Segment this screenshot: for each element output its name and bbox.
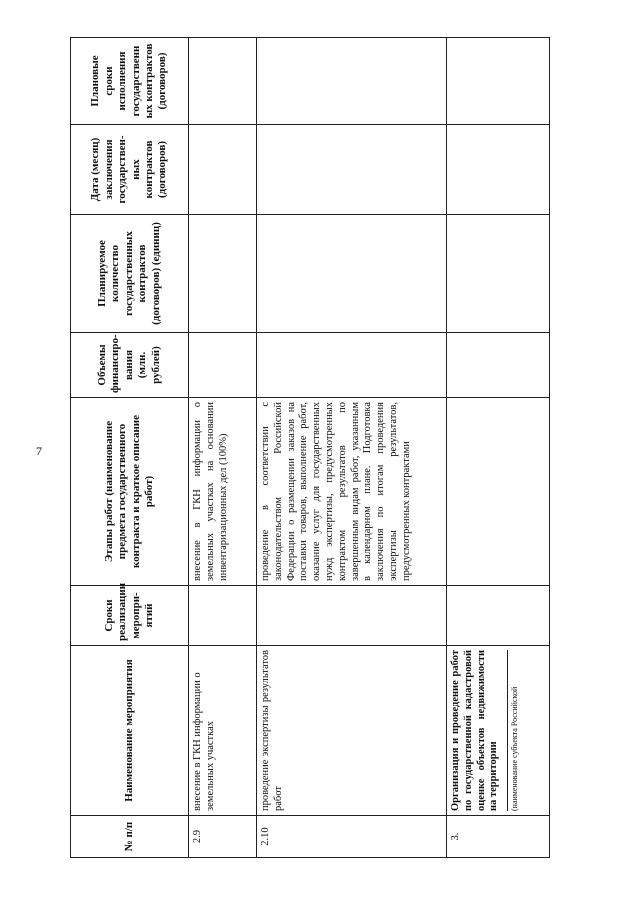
page-number: 7 — [36, 444, 42, 458]
row-terms — [189, 586, 257, 646]
row-number: 2.10 — [257, 816, 447, 858]
rotated-page-content — [70, 38, 550, 858]
table-row — [189, 38, 257, 858]
header-stages: Этапы работ (наименование предмета государственного контракта и краткое описание работ) — [71, 398, 189, 586]
row-event-name-cell — [447, 646, 550, 816]
row-financing — [257, 333, 447, 398]
contracts-table — [70, 37, 550, 858]
row-stage — [447, 398, 550, 586]
row-contract-count — [447, 215, 550, 333]
header-financing: Объемы финансиро-вания (млн. рублей) — [71, 333, 189, 398]
header-planned-terms: Плановые сроки исполнения государственн ых контрактов (договоров) — [71, 38, 189, 125]
row-contract-date — [257, 125, 447, 215]
header-contract-count: Планируемое количество государственных контрактов (договоров) (единиц) — [71, 215, 189, 333]
row-contract-date — [189, 125, 257, 215]
header-contract-date: Дата (месяц) заключения государствен-ных контрактов (договоров) — [71, 125, 189, 215]
header-number: № п/п — [71, 816, 189, 858]
row-terms — [447, 586, 550, 646]
row-terms — [257, 586, 447, 646]
header-terms: Сроки реализации меропри-ятий — [71, 586, 189, 646]
row-planned-terms — [189, 38, 257, 125]
row-event-name: внесение в ГКН информации о земельных участках — [189, 646, 257, 816]
row-number: 2.9 — [189, 816, 257, 858]
row-stage: проведение в соответствии с законодательством Российской Федерации о размещении заказов на поставки товаров, выполнение работ, оказание услуг для государственных нужд экспертизы, предусмотренных контрактом результатов по завершенным видам работ, указанным в календарном плане. Подготовка заключения по итогам проведения экспертизы результатов, предусмотренных контрактами — [257, 398, 447, 586]
row-contract-count — [189, 215, 257, 333]
table-header-row — [71, 38, 189, 858]
row-number: 3. — [447, 816, 550, 858]
row-footnote: (наименование субъекта Российской — [507, 650, 520, 811]
header-event-name: Наименование мероприятия — [71, 646, 189, 816]
row-event-name: проведение экспертизы результатов работ — [257, 646, 447, 816]
row-event-name: Организация и проведение работ по государственной кадастровой оценке объектов недвижимости на территории — [450, 650, 500, 811]
row-planned-terms — [257, 38, 447, 125]
row-financing — [189, 333, 257, 398]
row-financing — [447, 333, 550, 398]
row-contract-date — [447, 125, 550, 215]
row-planned-terms — [447, 38, 550, 125]
row-contract-count — [257, 215, 447, 333]
table-row — [447, 38, 550, 858]
row-stage: внесение в ГКН информации о земельных участках на основании инвентаризационных дел (100%) — [189, 398, 257, 586]
table-row — [257, 38, 447, 858]
